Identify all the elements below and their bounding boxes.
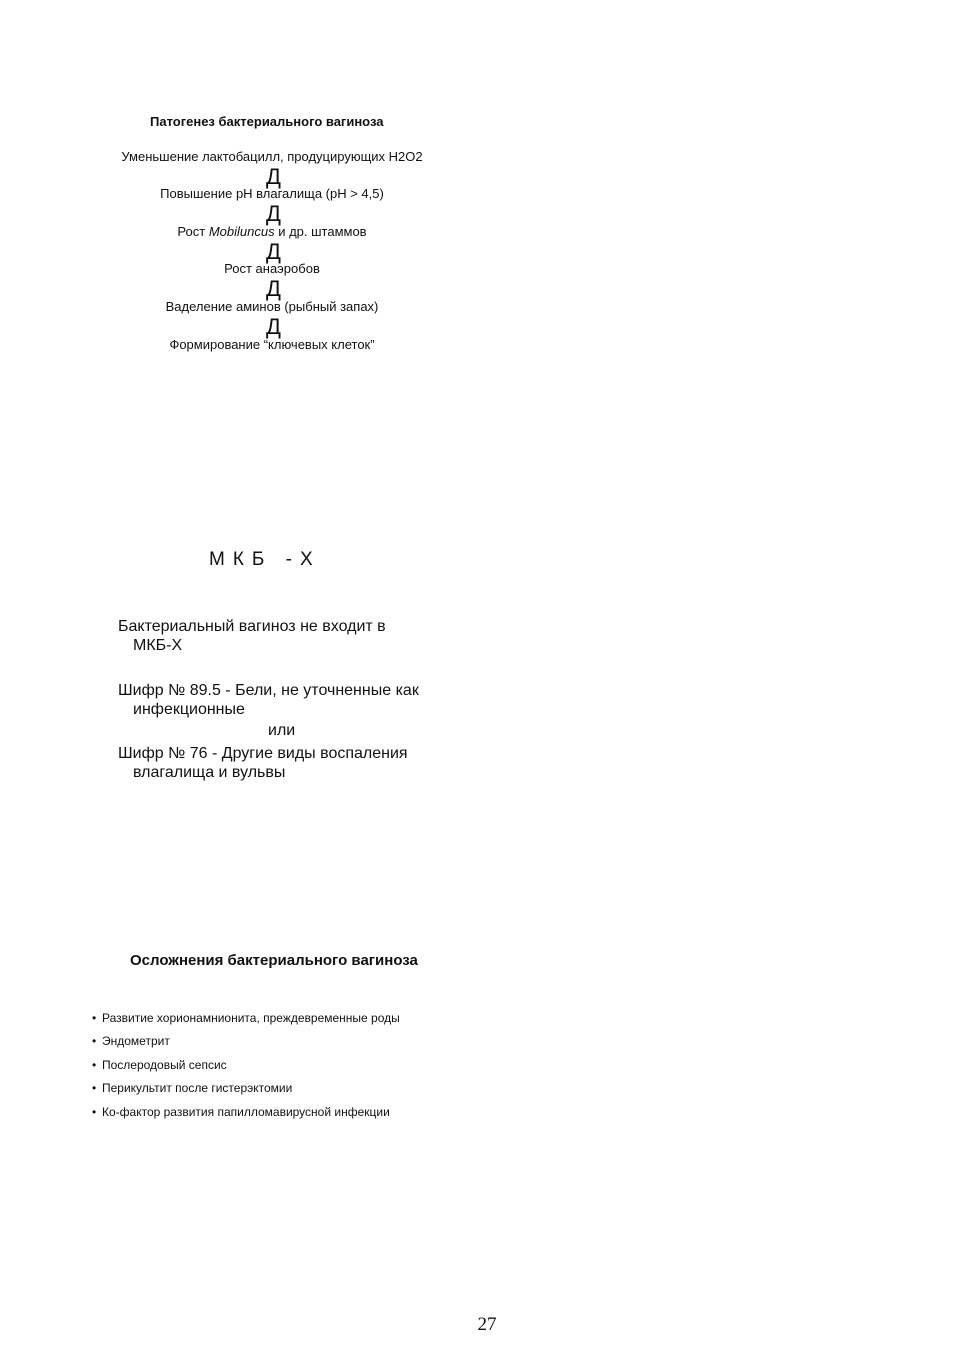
flow-step-1: Уменьшение лактобацилл, продуцирующих Н2О2 (121, 149, 423, 164)
mkb-code-2-line1: Шифр № 76 - Другие виды воспаления (118, 745, 408, 762)
flow-arrow-4: Д (266, 276, 281, 301)
flow-step-5: Ваделение аминов (рыбный запах) (165, 299, 379, 314)
flow-arrow-2: Д (266, 201, 281, 226)
mkb-code-2-line2: влагалища и вульвы (133, 764, 286, 781)
flow-step-3-post: и др. штаммов (274, 224, 367, 239)
mkb-note-line2: МКБ-Х (133, 637, 183, 654)
list-item (92, 1058, 227, 1072)
list-item (92, 1081, 292, 1095)
list-item (92, 1034, 170, 1048)
list-item-text: Ко-фактор развития папилломавирусной инфекции (102, 1105, 390, 1119)
list-item-text: Перикультит после гистерэктомии (102, 1081, 293, 1095)
page-number: 27 (477, 1314, 497, 1335)
mkb-code-1-line2: инфекционные (133, 701, 245, 718)
flow-arrow-5: Д (266, 314, 281, 339)
complications-title: Осложнения бактериального вагиноза (130, 952, 418, 969)
mkb-code-1-line1: Шифр № 89.5 - Бели, не уточненные как (118, 682, 419, 699)
bullet-icon: • (92, 1081, 97, 1095)
flow-step-3-organism: Mobiluncus (208, 224, 275, 239)
list-item (92, 1011, 400, 1025)
mkb-note (118, 617, 458, 655)
flow-step-6: Формирование “ключевых клеток” (169, 337, 375, 352)
list-item (92, 1105, 390, 1119)
bullet-icon: • (92, 1058, 97, 1072)
bullet-icon: • (92, 1105, 97, 1119)
bullet-icon: • (92, 1034, 97, 1048)
mkb-title: МКБ -Х (209, 549, 321, 570)
flow-step-2: Повышение рН влагалища (рН > 4,5) (160, 186, 384, 201)
list-item-text: Эндометрит (102, 1034, 170, 1048)
flow-step-3-pre: Рост (177, 224, 209, 239)
bullet-icon: • (92, 1011, 97, 1025)
list-item-text: Послеродовый сепсис (102, 1058, 227, 1072)
flow-arrow-3: Д (266, 239, 281, 264)
list-item-text: Развитие хорионамнионита, преждевременные роды (102, 1011, 400, 1025)
flow-step-3 (177, 224, 366, 239)
pathogenesis-title: Патогенез бактериального вагиноза (150, 114, 384, 129)
mkb-code-2 (118, 744, 458, 782)
mkb-or: или (268, 722, 296, 739)
mkb-code-1 (118, 681, 458, 719)
mkb-note-line1: Бактериальный вагиноз не входит в (118, 618, 386, 635)
flow-step-4: Рост анаэробов (224, 261, 320, 276)
flow-arrow-1: Д (266, 164, 281, 189)
